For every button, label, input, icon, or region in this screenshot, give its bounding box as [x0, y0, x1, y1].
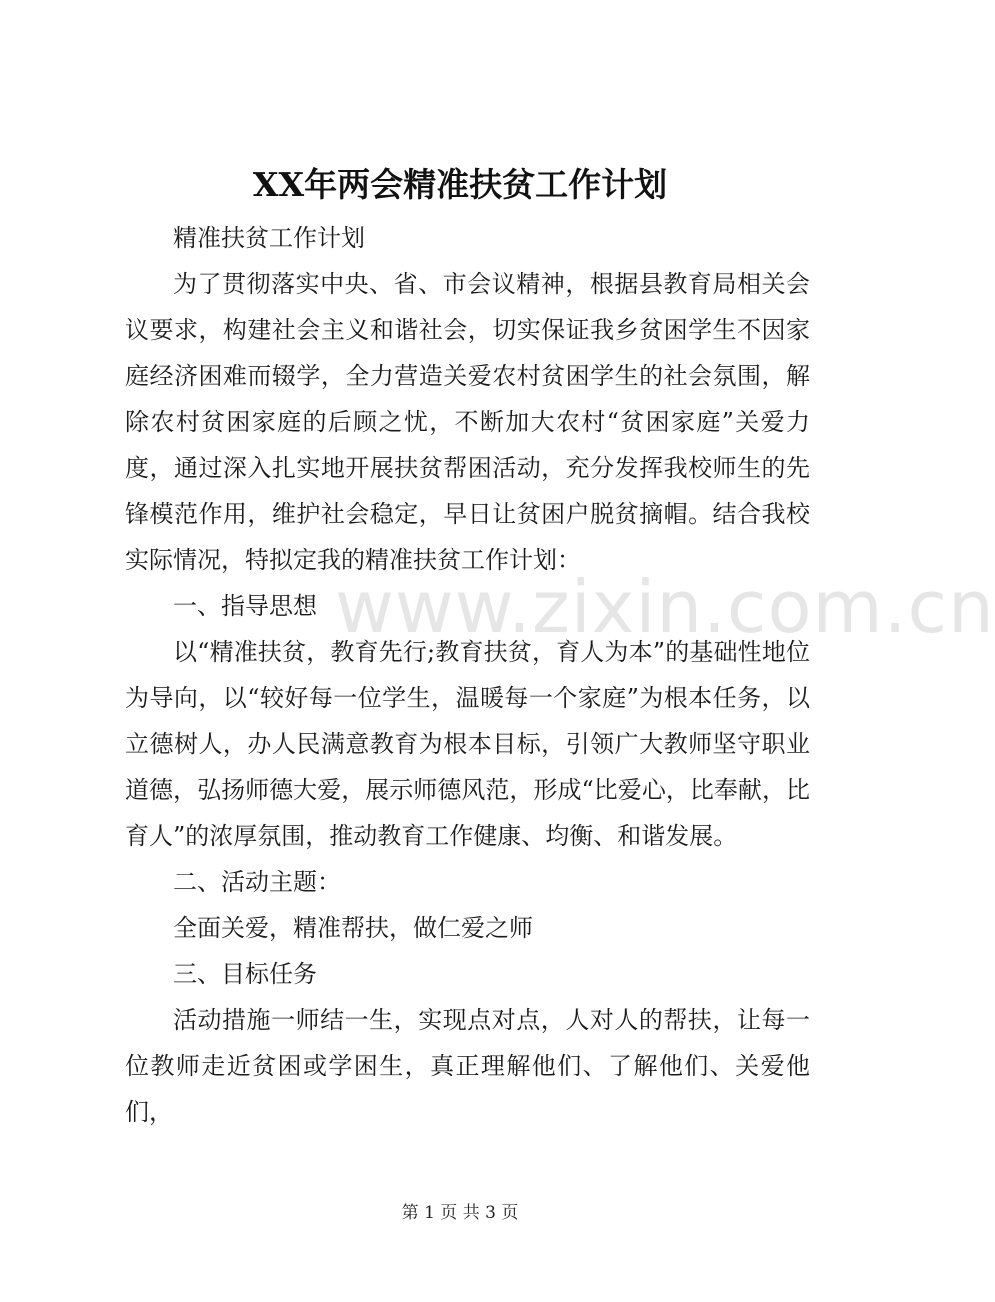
paragraph-measures: 活动措施一师结一生，实现点对点，人对人的帮扶，让每一位教师走近贫困或学困生，真正理解他们、了解他们、关爱他们， [125, 1006, 810, 1126]
page-footer: 第 1 页 共 3 页 [401, 1203, 519, 1223]
section-heading-guiding-ideology: 一、指导思想 [173, 592, 317, 620]
paragraph-activity-theme: 全面关爱，精准帮扶，做仁爱之师 [173, 914, 533, 942]
watermark: www.zixin.com.cn [335, 565, 995, 649]
document-title: XX年两会精准扶贫工作计划 [252, 165, 668, 204]
paragraph-subtitle: 精准扶贫工作计划 [173, 224, 365, 252]
section-heading-goals: 三、目标任务 [173, 960, 317, 988]
paragraph-intro: 为了贯彻落实中央、省、市会议精神，根据县教育局相关会议要求，构建社会主义和谐社会，切实保证我乡贫困学生不因家庭经济困难而辍学，全力营造关爱农村贫困学生的社会氛围，解除农村贫困家庭的后顾之忧，不断加大农村“贫困家庭”关爱力度，通过深入扎实地开展扶贫帮困活动，充分发挥我校师生的先锋模范作用，维护社会稳定，早日让贫困户脱贫摘帽。结合我校实际情况，特拟定我的精准扶贫工作计划： [125, 270, 810, 574]
section-heading-activity-theme: 二、活动主题： [173, 868, 341, 896]
document-body [125, 215, 810, 1135]
paragraph-guiding-ideology: 以“精准扶贫，教育先行;教育扶贫，育人为本”的基础性地位为导向，以“较好每一位学生，温暖每一个家庭”为根本任务，以立德树人，办人民满意教育为根本目标，引领广大教师坚守职业道德，弘扬师德大爱，展示师德风范，形成“比爱心，比奉献，比育人”的浓厚氛围，推动教育工作健康、均衡、和谐发展。 [125, 638, 810, 850]
